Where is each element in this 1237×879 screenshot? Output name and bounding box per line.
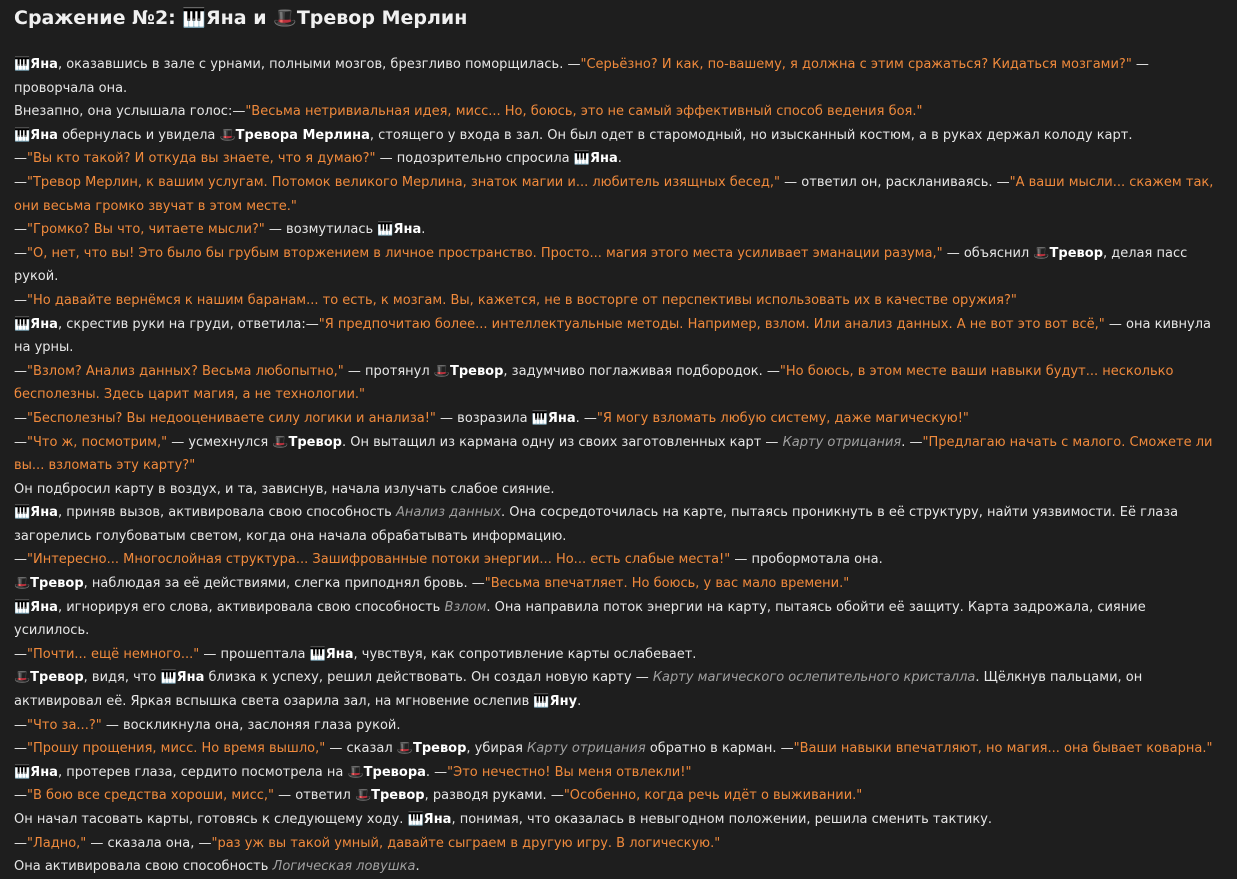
narration-text: , понимая, что оказалась в невыгодном положении, решила сменить тактику.: [451, 812, 993, 827]
narration-text: , делая пасс рукой.: [14, 245, 1188, 285]
narration-text: — подозрительно спросила: [375, 151, 574, 167]
story-paragraph: [14, 53, 1223, 100]
character-name: 🎹Яна: [14, 127, 58, 143]
narration-text: —: [14, 222, 27, 238]
character-name: 🎩Тревор: [433, 363, 504, 379]
narration-text: . —: [575, 410, 597, 426]
story-paragraph: [14, 147, 1223, 171]
dialogue-quote: "Серьёзно? И как, по-вашему, я должна с этим сражаться? Кидаться мозгами?": [580, 57, 1132, 72]
narration-text: — ответил он, раскланиваясь. —: [780, 174, 1010, 190]
dialogue-quote: "Что ж, посмотрим,": [27, 434, 168, 450]
narration-text: —: [14, 363, 27, 379]
dialogue-quote: "Тревор Мерлин, к вашим услугам. Потомок великого Мерлина, знаток магии и... любитель изящных бесед,": [27, 174, 781, 190]
narration-text: — объяснил: [942, 245, 1034, 261]
story-paragraph: [14, 808, 1223, 832]
character-name: 🎹Яна: [377, 222, 422, 238]
narration-text: .: [421, 222, 426, 238]
story-paragraph: [14, 596, 1223, 643]
narration-text: — сказал: [325, 741, 397, 757]
narration-text: —: [14, 835, 27, 851]
narration-text: .: [617, 151, 622, 167]
dialogue-quote: "Это нечестно! Вы меня отвлекли!": [447, 764, 692, 780]
story-paragraph: [14, 714, 1223, 738]
dialogue-quote: "Интересно... Многослойная структура... Зашифрованные потоки энергии... Но... есть слабые места!": [27, 552, 731, 568]
narration-text: , разводя руками. —: [424, 788, 564, 804]
dialogue-quote: "Прошу прощения, мисс. Но время вышло,": [27, 741, 326, 757]
story-paragraph: [14, 289, 1223, 313]
dialogue-quote: "Предлагаю начать с малого. Сможете ли вы... взломать эту карту?": [14, 434, 1213, 474]
narration-text: Внезапно, она услышала голос:—: [14, 104, 246, 120]
character-name: 🎹Яна: [531, 410, 576, 426]
dialogue-quote: "В бою все средства хороши, мисс,": [27, 788, 275, 804]
narration-text: — проворчала она.: [14, 57, 1149, 96]
narration-text: —: [14, 174, 27, 190]
narration-text: . —: [901, 434, 923, 450]
narration-text: —: [14, 151, 27, 167]
story-paragraph: [14, 666, 1223, 713]
narration-text: — ответил: [274, 788, 355, 804]
story-text: [14, 53, 1223, 879]
story-paragraph: [14, 313, 1223, 360]
story-paragraph: [14, 855, 1223, 879]
character-name: 🎩Тревор: [396, 741, 467, 757]
dialogue-quote: "раз уж вы такой умный, давайте сыграем в другую игру. В логическую.": [211, 835, 721, 851]
narration-text: —: [14, 552, 27, 568]
character-name: 🎩Тревор: [1033, 245, 1103, 261]
story-paragraph: [14, 124, 1223, 148]
dialogue-quote: "Но боюсь, в этом месте ваши навыки будут... несколько бесполезны. Здесь царит магия, а не технологии.": [14, 363, 1174, 403]
narration-text: — возразила: [435, 410, 532, 426]
narration-text: . —: [425, 764, 448, 780]
dialogue-quote: "Взлом? Анализ данных? Весьма любопытно,": [27, 363, 344, 379]
narration-text: , убирая: [466, 741, 528, 757]
narration-text: — усмехнулся: [167, 434, 273, 450]
dialogue-quote: "Но давайте вернёмся к нашим баранам... то есть, к мозгам. Вы, кажется, не в восторге от перспективы использовать их в качестве оружия?": [27, 292, 1017, 308]
story-paragraph: [14, 407, 1223, 431]
narration-text: . Она направила поток энергии на карту, пытаясь обойти её защиту. Карта задрожала, сияние усилилось.: [14, 599, 1146, 639]
character-name: 🎹Яна: [14, 57, 58, 72]
narration-text: — прошептала: [199, 646, 310, 662]
narration-text: Она активировала свою способность: [14, 859, 273, 875]
character-name: 🎩Тревор: [14, 670, 84, 686]
narration-text: обернулась и увидела: [57, 127, 220, 143]
narration-text: , игнорируя его слова, активировала свою способность: [57, 599, 445, 615]
character-name: 🎹Яна: [14, 764, 58, 780]
narration-text: , наблюдая за её действиями, слегка приподнял бровь. —: [83, 576, 485, 592]
dialogue-quote: "Вы кто такой? И откуда вы знаете, что я думаю?": [27, 151, 376, 167]
narration-text: —: [14, 434, 27, 450]
narration-text: , протерев глаза, сердито посмотрела на: [57, 764, 348, 780]
story-paragraph: [14, 643, 1223, 667]
dialogue-quote: "Бесполезны? Вы недооцениваете силу логики и анализа!": [27, 410, 436, 426]
narration-text: —: [14, 410, 27, 426]
character-name: 🎹Яна: [573, 151, 618, 167]
dialogue-quote: "Что за...?": [27, 717, 102, 733]
character-name: 🎩Тревор: [14, 576, 84, 592]
dialogue-quote: "Особенно, когда речь идёт о выживании.": [563, 788, 863, 804]
narration-text: —: [14, 646, 27, 662]
story-paragraph: [14, 832, 1223, 856]
dialogue-quote: "Весьма впечатляет. Но боюсь, у вас мало времени.": [484, 576, 850, 592]
page-title: Сражение №2: 🎹Яна и 🎩Тревор Мерлин: [14, 7, 468, 29]
narration-text: — сказала она, —: [86, 835, 212, 851]
dialogue-quote: "О, нет, что вы! Это было бы грубым вторжением в личное пространство. Просто... магия этого места усиливает эманации разума,": [27, 245, 943, 261]
narration-text: . Она сосредоточилась на карте, пытаясь проникнуть в её структуру, найти уязвимости. Её глаза загорелись голубоватым светом, когда она начала обрабатывать информацию.: [14, 505, 1179, 544]
story-paragraph: [14, 218, 1223, 242]
narration-text: .: [577, 694, 582, 710]
character-name: 🎹Яна: [14, 599, 58, 615]
character-name: 🎹Яну: [533, 694, 578, 710]
skill-name: Карту отрицания: [527, 741, 646, 757]
story-paragraph: [14, 761, 1223, 785]
character-name: 🎩Тревор: [272, 434, 342, 450]
narration-text: , задумчиво поглаживая подбородок. —: [503, 363, 780, 379]
skill-name: Взлом: [444, 599, 487, 615]
story-paragraph: [14, 478, 1223, 502]
narration-text: .: [415, 859, 420, 875]
story-paragraph: [14, 784, 1223, 808]
character-name: 🎹Яна: [14, 316, 58, 332]
character-name: 🎹Яна: [14, 505, 58, 521]
story-paragraph: [14, 501, 1223, 548]
story-paragraph: [14, 100, 1223, 124]
character-name: 🎹Яна: [407, 812, 452, 827]
narration-text: , стоящего у входа в зал. Он был одет в старомодный, но изысканный костюм, а в руках держал колоду карт.: [369, 127, 1133, 143]
story-paragraph: [14, 431, 1223, 478]
story-paragraph: [14, 242, 1223, 289]
story-paragraph: [14, 360, 1223, 407]
story-paragraph: [14, 548, 1223, 572]
narration-text: , видя, что: [83, 670, 161, 686]
narration-text: Он подбросил карту в воздух, и та, зависнув, начала излучать слабое сияние.: [14, 481, 555, 497]
narration-text: — она кивнула на урны.: [14, 316, 1212, 356]
character-name: 🎹Яна: [160, 670, 205, 686]
story-paragraph: [14, 737, 1223, 761]
narration-text: близка к успеху, решил действовать. Он создал новую карту —: [204, 670, 653, 686]
dialogue-quote: "Весьма нетривиальная идея, мисс... Но, боюсь, это не самый эффективный способ ведения боя.": [245, 104, 923, 120]
character-name: 🎹Яна: [309, 646, 354, 662]
narration-text: . Он вытащил из кармана одну из своих заготовленных карт —: [341, 434, 783, 450]
skill-name: Анализ данных: [395, 505, 502, 521]
narration-text: —: [14, 245, 27, 261]
character-name: 🎩Тревора Мерлина: [219, 127, 370, 143]
narration-text: Он начал тасовать карты, готовясь к следующему ходу.: [14, 812, 408, 827]
narration-text: , чувствуя, как сопротивление карты ослабевает.: [353, 646, 697, 662]
character-name: 🎩Тревор: [354, 788, 425, 804]
dialogue-quote: "А ваши мысли... скажем так, они весьма громко звучат в этом месте.": [14, 174, 1214, 214]
dialogue-quote: "Я предпочитаю более... интеллектуальные методы. Например, взлом. Или анализ данных. А не вот это вот всё,": [318, 316, 1105, 332]
character-name: 🎩Тревора: [347, 764, 426, 780]
dialogue-quote: "Ваши навыки впечатляют, но магия... она бывает коварна.": [793, 741, 1213, 757]
narration-text: —: [14, 741, 27, 757]
skill-name: Логическая ловушка: [272, 859, 416, 875]
narration-text: — протянул: [343, 363, 434, 379]
skill-name: Карту отрицания: [782, 434, 902, 450]
dialogue-quote: "Громко? Вы что, читаете мысли?": [27, 222, 265, 238]
narration-text: , оказавшись в зале с урнами, полными мозгов, брезгливо поморщилась. —: [57, 57, 581, 72]
narration-text: —: [14, 788, 27, 804]
narration-text: , приняв вызов, активировала свою способность: [57, 505, 396, 521]
dialogue-quote: "Ладно,": [27, 835, 87, 851]
narration-text: —: [14, 292, 27, 308]
skill-name: Карту магического ослепительного кристалла: [652, 670, 976, 686]
narration-text: обратно в карман. —: [645, 741, 794, 757]
narration-text: . Щёлкнув пальцами, он активировал её. Яркая вспышка света озарила зал, на мгновение ослепив: [14, 670, 1143, 710]
narration-text: — пробормотала она.: [730, 552, 883, 568]
dialogue-quote: "Я могу взломать любую систему, даже магическую!": [596, 410, 969, 426]
narration-text: — возмутилась: [264, 222, 378, 238]
narration-text: — воскликнула она, заслоняя глаза рукой.: [101, 717, 401, 733]
story-paragraph: [14, 171, 1223, 218]
narration-text: —: [14, 717, 27, 733]
narration-text: , скрестив руки на груди, ответила:—: [57, 316, 319, 332]
story-paragraph: [14, 572, 1223, 596]
dialogue-quote: "Почти... ещё немного...": [27, 646, 200, 662]
